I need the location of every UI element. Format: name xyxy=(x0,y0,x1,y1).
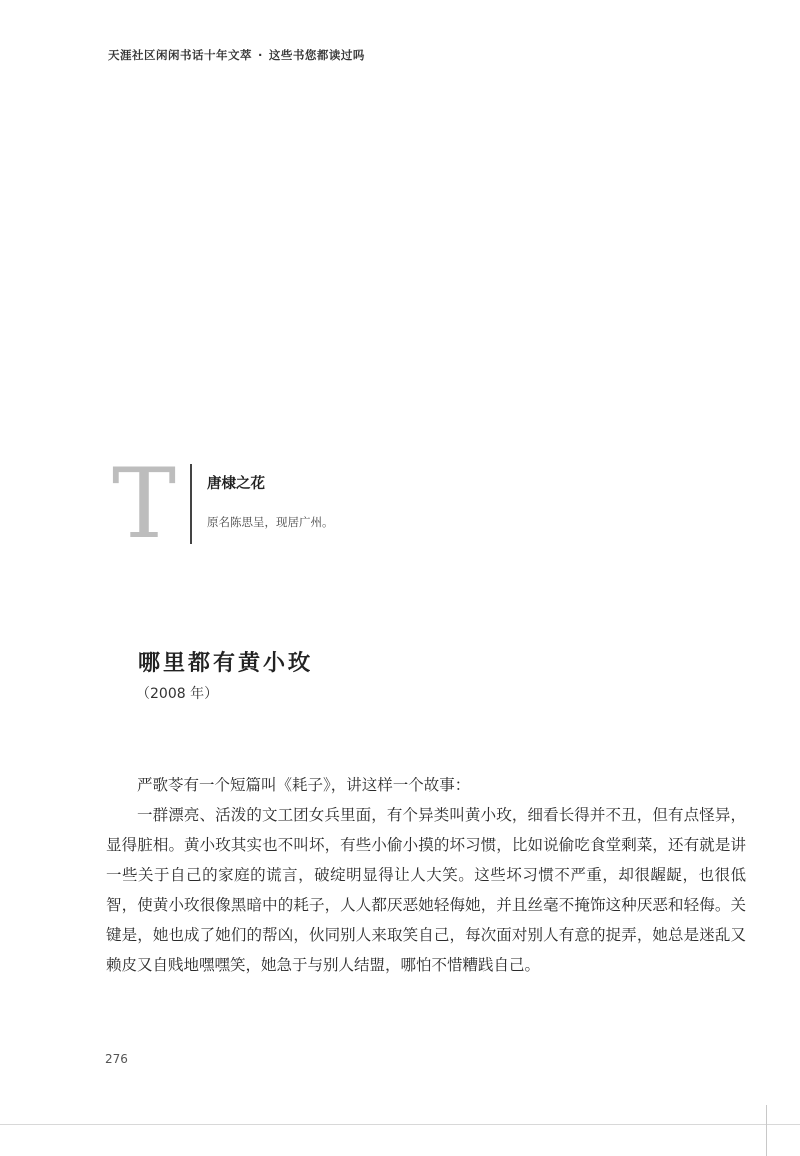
essay-year: （2008 年） xyxy=(136,686,219,702)
essay-title: 哪里都有黄小玫 xyxy=(138,650,314,676)
scan-edge-right xyxy=(766,1105,767,1156)
author-block xyxy=(112,448,512,560)
section-title: 这些书您都读过吗 xyxy=(268,48,365,62)
running-header xyxy=(108,47,365,63)
author-divider xyxy=(190,464,192,544)
header-separator: · xyxy=(258,48,263,62)
body-paragraph: 一群漂亮、活泼的文工团女兵里面，有个异类叫黄小玫，细看长得并不丑，但有点怪异，显得脏相。黄小玫其实也不叫坏，有些小偷小摸的坏习惯，比如说偷吃食堂剩菜，还有就是讲一些关于自己的家庭的谎言，破绽明显得让人大笑。这些坏习惯不严重，却很龌龊，也很低智，使黄小玫很像黑暗中的耗子，人人都厌恶她轻侮她，并且丝毫不掩饰这种厌恶和轻侮。关键是，她也成了她们的帮凶，伙同别人来取笑自己，每次面对别人有意的捉弄，她总是迷乱又赖皮又自贱地嘿嘿笑，她急于与别人结盟，哪怕不惜糟践自己。 xyxy=(106,806,746,974)
author-name: 唐棣之花 xyxy=(207,476,265,492)
essay-body xyxy=(106,770,746,980)
body-paragraph: 严歌苓有一个短篇叫《耗子》，讲这样一个故事： xyxy=(137,776,471,794)
scan-edge-bottom xyxy=(0,1124,800,1125)
author-initial-letter: T xyxy=(112,448,177,560)
book-title: 天涯社区闲闲书话十年文萃 xyxy=(108,48,252,62)
author-bio: 原名陈思呈，现居广州。 xyxy=(207,515,334,529)
page-number: 276 xyxy=(105,1052,128,1066)
